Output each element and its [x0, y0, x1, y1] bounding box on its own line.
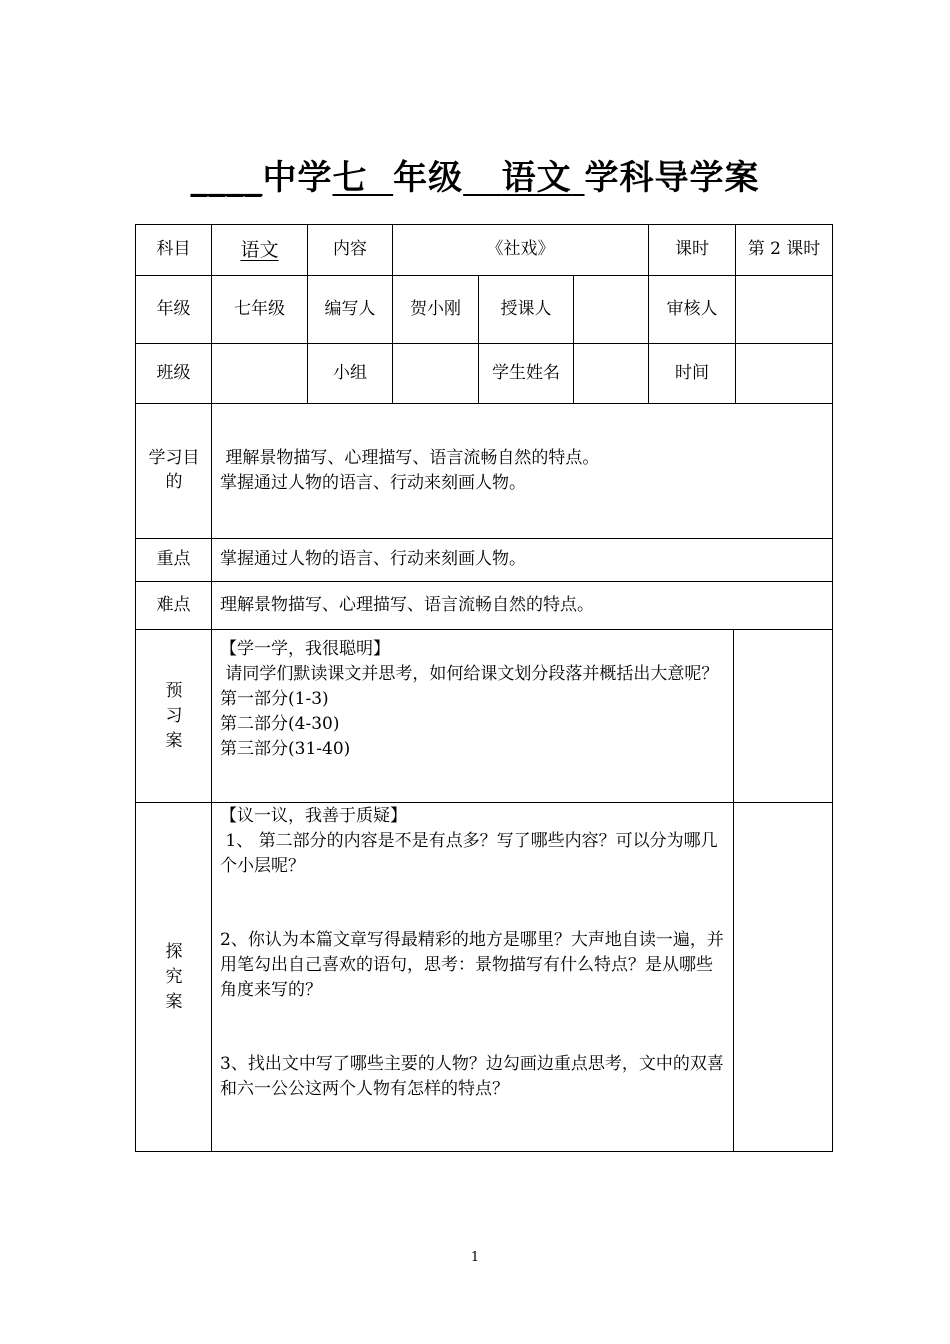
time-label: 时间	[675, 362, 709, 383]
row-divider	[136, 581, 832, 582]
title-subject-pad-after	[572, 158, 585, 198]
preview-prompt: 请同学们默读课文并思考，如何给课文划分段落并概括出大意呢？	[220, 664, 719, 684]
key-point-text: 掌握通过人物的语言、行动来刻画人物。	[220, 549, 526, 569]
preview-part: 第三部分(31-40)	[220, 739, 351, 759]
row-divider	[136, 538, 832, 539]
difficulty-text: 理解景物描写、心理描写、语言流畅自然的特点。	[220, 595, 594, 615]
class-value[interactable]	[212, 344, 307, 403]
explore-heading: 【议一议，我善于质疑】	[220, 806, 407, 826]
preview-part: 第一部分(1-3)	[220, 689, 329, 709]
subject-value: 语文	[240, 238, 279, 261]
subject-label: 科目	[156, 239, 191, 260]
title-grade-suffix: 年级	[393, 158, 464, 198]
title-school-blank: ____	[190, 158, 263, 198]
explore-question-3: 3、找出文中写了哪些主要的人物？边勾画边重点思考，文中的双喜和六一公公这两个人物有怎样的特点？	[220, 1054, 724, 1099]
objective-line: 理解景物描写、心理描写、语言流畅自然的特点。	[220, 448, 600, 468]
row-divider	[136, 403, 832, 404]
content-value: 《社戏》	[486, 239, 555, 260]
title-grade: 七	[332, 158, 368, 198]
page-number: 1	[470, 1250, 480, 1265]
time-value[interactable]	[736, 344, 832, 403]
student-label: 学生姓名	[492, 362, 560, 383]
preview-part: 第二部分(4-30)	[220, 714, 340, 734]
title-subject: 语文	[501, 158, 572, 198]
author-value: 贺小刚	[410, 298, 461, 319]
group-label: 小组	[333, 362, 367, 383]
preview-heading: 【学一学，我很聪明】	[220, 639, 390, 659]
teacher-label: 授课人	[500, 298, 552, 319]
preview-content	[220, 637, 728, 762]
explore-label: 探究案	[165, 941, 183, 1012]
period-value: 第 2 课时	[747, 239, 821, 260]
grade-value: 七年级	[234, 298, 285, 319]
teacher-value[interactable]	[574, 276, 648, 343]
title-grade-pad	[367, 158, 393, 198]
objectives-label: 学习目的	[148, 448, 200, 492]
content-label: 内容	[333, 239, 367, 260]
student-value[interactable]	[574, 344, 648, 403]
page-title	[0, 150, 950, 199]
reviewer-value[interactable]	[736, 276, 832, 343]
difficulty-label: 难点	[156, 594, 191, 615]
class-label: 班级	[156, 362, 191, 383]
reviewer-label: 审核人	[666, 298, 718, 319]
group-value[interactable]	[393, 344, 478, 403]
row-divider	[136, 802, 832, 803]
explore-question-2: 2、你认为本篇文章写得最精彩的地方是哪里？大声地自读一遍，并用笔勾出自己喜欢的语句，思考：景物描写有什么特点？是从哪些角度来写的？	[220, 930, 724, 1000]
title-suffix: 学科导学案	[584, 158, 760, 198]
title-subject-pad	[463, 158, 502, 198]
period-label: 课时	[675, 239, 709, 260]
author-label: 编写人	[324, 298, 376, 319]
key-point-label: 重点	[156, 549, 191, 570]
lesson-plan-table	[135, 224, 833, 1152]
title-school-suffix: 中学	[262, 158, 333, 198]
preview-label: 预习案	[165, 680, 183, 751]
explore-question-1: 1、 第二部分的内容是不是有点多？写了哪些内容？可以分为哪几个小层呢？	[220, 831, 718, 876]
objectives-text	[220, 446, 820, 496]
row-divider	[136, 629, 832, 630]
objective-line: 掌握通过人物的语言、行动来刻画人物。	[220, 473, 526, 493]
col-divider	[733, 629, 734, 1151]
grade-label: 年级	[156, 298, 191, 319]
